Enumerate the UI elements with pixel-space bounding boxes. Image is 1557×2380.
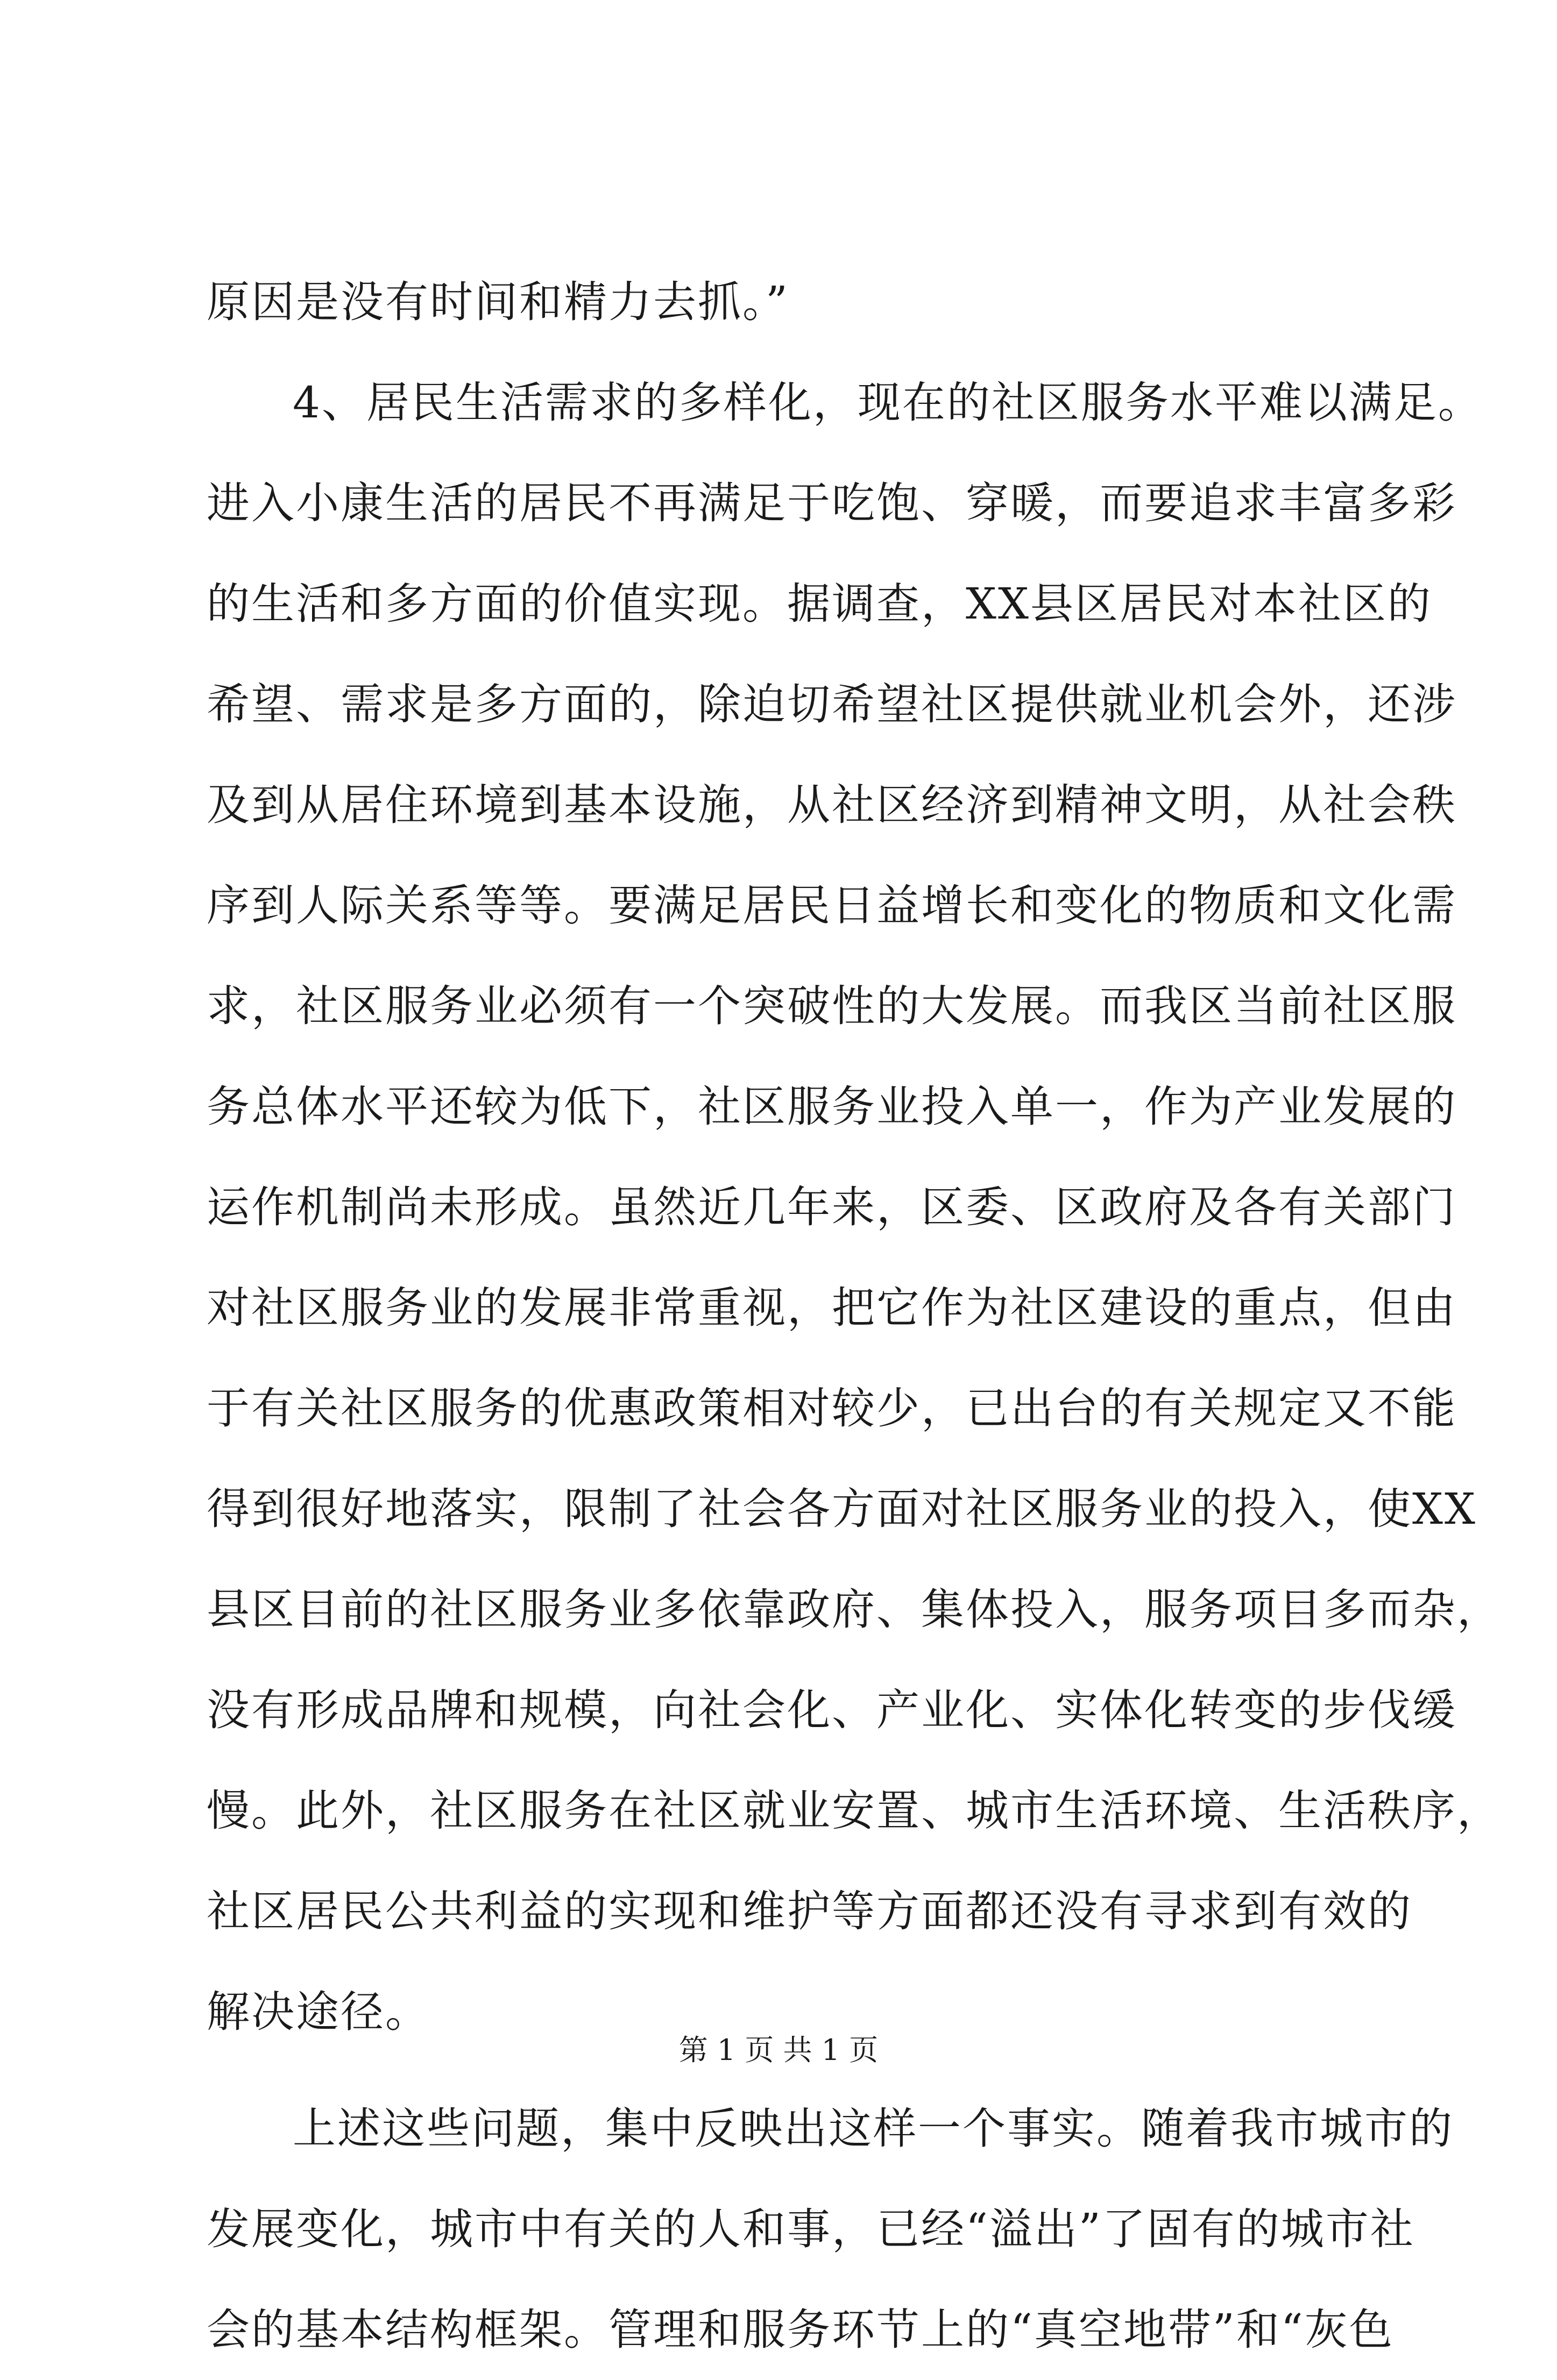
paragraph-line: 得到很好地落实，限制了社会各方面对社区服务业的投入，使XX [207,1484,1477,1534]
paragraph-line: 县区目前的社区服务业多依靠政府、集体投入，服务项目多而杂， [207,1585,1502,1635]
paragraph-line: 于有关社区服务的优惠政策相对较少，已出台的有关规定又不能 [207,1383,1457,1433]
paragraph-line: 及到从居住环境到基本设施，从社区经济到精神文明，从社会秩 [207,780,1457,830]
paragraph-line: 没有形成品牌和规模，向社会化、产业化、实体化转变的步伐缓 [207,1685,1457,1735]
paragraph-line: 原因是没有时间和精力去抓。” [207,277,789,327]
paragraph-line: 务总体水平还较为低下，社区服务业投入单一，作为产业发展的 [207,1082,1457,1132]
paragraph-line: 会的基本结构框架。管理和服务环节上的“真空地带”和“灰色 [207,2305,1394,2355]
paragraph-line: 进入小康生活的居民不再满足于吃饱、穿暖，而要追求丰富多彩 [207,478,1457,528]
paragraph-line: 求，社区服务业必须有一个突破性的大发展。而我区当前社区服 [207,981,1457,1031]
paragraph-line: 运作机制尚未形成。虽然近几年来，区委、区政府及各有关部门 [207,1182,1457,1232]
page-footer: 第 1 页 共 1 页 [678,2033,879,2067]
paragraph-line: 对社区服务业的发展非常重视，把它作为社区建设的重点，但由 [207,1283,1457,1333]
paragraph-line: 的生活和多方面的价值实现。据调查，XX县区居民对本社区的 [207,579,1432,629]
paragraph-line: 发展变化，城市中有关的人和事，已经“溢出”了固有的城市社 [207,2204,1415,2254]
paragraph-line: 序到人际关系等等。要满足居民日益增长和变化的物质和文化需 [207,880,1457,930]
paragraph-line: 4、居民生活需求的多样化，现在的社区服务水平难以满足。 [293,378,1483,428]
paragraph-line: 社区居民公共利益的实现和维护等方面都还没有寻求到有效的 [207,1886,1412,1936]
paragraph-line: 慢。此外，社区服务在社区就业安置、城市生活环境、生活秩序， [207,1786,1502,1836]
paragraph-line: 解决途径。 [207,1987,430,2037]
paragraph-line: 希望、需求是多方面的，除迫切希望社区提供就业机会外，还涉 [207,679,1457,729]
paragraph-line: 上述这些问题，集中反映出这样一个事实。随着我市城市的 [293,2104,1454,2154]
